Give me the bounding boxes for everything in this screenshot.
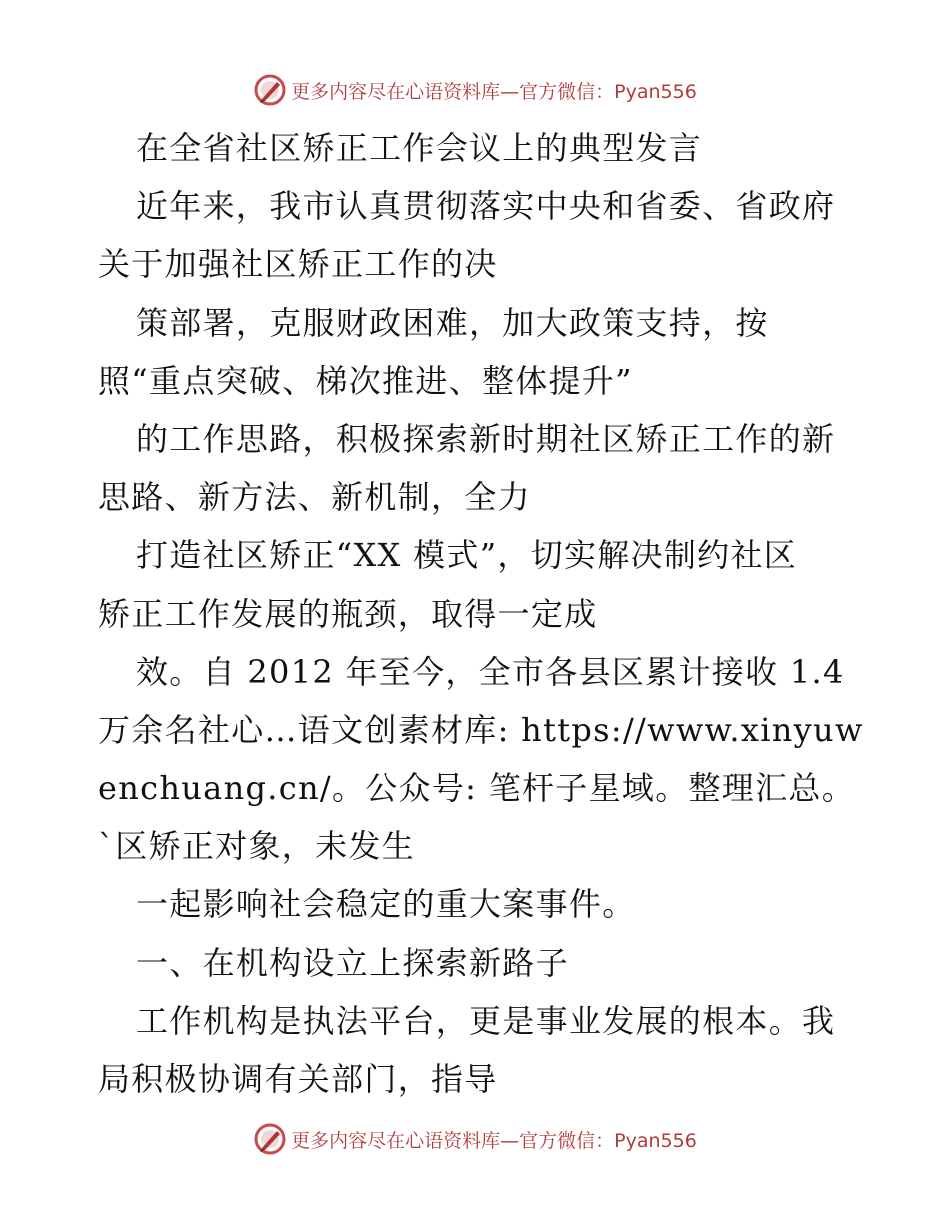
pen-logo-icon (253, 1122, 287, 1156)
paragraph-line: 的工作思路，积极探索新时期社区矫正工作的新 (136, 419, 836, 458)
paragraph-line: 矫正工作发展的瓶颈，取得一定成 (98, 594, 598, 633)
paragraph-line: 打造社区矫正“XX 模式”，切实解决制约社区 (136, 536, 798, 575)
paragraph-line: 关于加强社区矫正工作的决 (98, 245, 498, 284)
footer-watermark-text: 更多内容尽在心语资料库—官方微信：Pyan556 (291, 1129, 697, 1152)
paragraph-line: `区矫正对象，未发生 (98, 827, 416, 866)
header-watermark-text: 更多内容尽在心语资料库—官方微信：Pyan556 (291, 80, 697, 103)
paragraph-line: 思路、新方法、新机制，全力 (98, 478, 531, 517)
document-title: 在全省社区矫正工作会议上的典型发言 (136, 129, 703, 167)
paragraph-line: 近年来，我市认真贯彻落实中央和省委、省政府 (136, 187, 836, 226)
paragraph-line: 一起影响社会稳定的重大案事件。 (136, 885, 636, 924)
paragraph-line: 局积极协调有关部门，指导 (98, 1060, 498, 1098)
paragraph-line: 照“重点突破、梯次推进、整体提升” (98, 361, 633, 400)
paragraph-line: 效。自 2012 年至今，全市各县区累计接收 1.4 (136, 652, 845, 691)
paragraph-line: 万余名社心…语文创素材库: https://www.xinyuw (98, 710, 864, 749)
header-watermark-banner (0, 72, 950, 108)
document-body (98, 124, 864, 1113)
paragraph-line: enchuang.cn/。公众号: 笔杆子星域。整理汇总。 (98, 769, 855, 808)
paragraph-line: 工作机构是执法平台，更是事业发展的根本。我 (136, 1001, 836, 1040)
pen-logo-icon (253, 73, 287, 107)
section-heading: 一、在机构设立上探索新路子 (136, 943, 569, 982)
paragraph-line: 策部署，克服财政困难，加大政策支持，按 (136, 303, 769, 342)
footer-watermark-banner (0, 1121, 950, 1157)
